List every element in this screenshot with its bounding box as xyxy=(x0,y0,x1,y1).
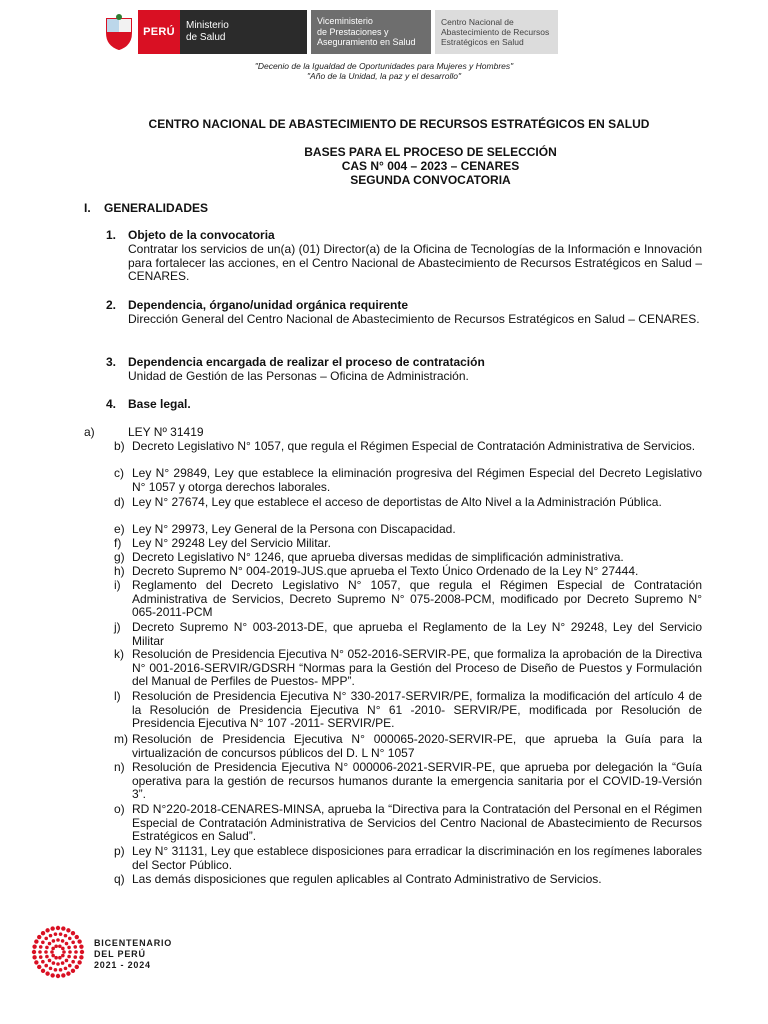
law-item-n: n) Resolución de Presidencia Ejecutiva N° 000006-2021-SERVIR-PE, que aprueba por delegación la “Guía operativa para la gestión de recursos humanos durante la emergencia sanitaria por el COVID-19-Versión 3”. xyxy=(114,760,702,801)
bicentenario-text: BICENTENARIO DEL PERÚ 2021 - 2024 xyxy=(94,937,173,970)
law-item-p: p) Ley N° 31131, Ley que establece disposiciones para erradicar la discriminación en los regímenes laborales del Sector Público. xyxy=(114,844,702,872)
convocatoria-title: SEGUNDA CONVOCATORIA xyxy=(350,173,511,187)
law-a-text: LEY Nº 31419 xyxy=(128,425,204,439)
section-number: I. xyxy=(84,201,91,215)
s4-title: Base legal. xyxy=(128,397,191,411)
centro-nacional-box: Centro Nacional de Abastecimiento de Recursos Estratégicos en Salud xyxy=(435,10,558,54)
viceministerio-box: Viceministerio de Prestaciones y Aseguramiento en Salud xyxy=(311,10,431,54)
law-item-q: q) Las demás disposiciones que regulen aplicables al Contrato Administrativo de Servicios. xyxy=(114,872,602,886)
s1-title: Objeto de la convocatoria xyxy=(128,228,275,242)
s1-body: Contratar los servicios de un(a) (01) Director(a) de la Oficina de Tecnologías de la Información e Innovación para fortalecer las acciones, en el Centro Nacional de Abastecimiento de Recursos Estratégicos en Salud – CENARES. xyxy=(128,242,702,283)
law-item-l: l) Resolución de Presidencia Ejecutiva N° 330-2017-SERVIR/PE, formaliza la modificación del artículo 4 de la Resolución de Presidencia Ejecutiva N° 61 -2010- SERVIR/PE, modificada por Resolución de Presidencia Ejecutiva N° 107 -2011- SERVIR/PE. xyxy=(114,689,702,730)
law-item-e: e) Ley N° 29973, Ley General de la Persona con Discapacidad. xyxy=(114,522,456,536)
s2-title: Dependencia, órgano/unidad orgánica requirente xyxy=(128,298,409,312)
s3-number: 3. xyxy=(106,355,117,369)
s1-number: 1. xyxy=(106,228,117,242)
law-item-j: j) Decreto Supremo N° 003-2013-DE, que aprueba el Reglamento de la Ley N° 29248, Ley del Servicio Militar xyxy=(114,620,702,648)
law-item-c: c) Ley N° 29849, Ley que establece la eliminación progresiva del Régimen Especial del Decreto Legislativo N° 1057 y otorga derechos laborales. xyxy=(114,466,702,494)
bicentenario-logo xyxy=(30,930,210,978)
decenio-line: "Decenio de la Igualdad de Oportunidades para Mujeres y Hombres" xyxy=(254,61,514,71)
law-item-g: g) Decreto Legislativo N° 1246, que aprueba diversas medidas de simplificación administrativa. xyxy=(114,550,624,564)
cas-title: CAS N° 004 – 2023 – CENARES xyxy=(341,159,520,173)
header-logos xyxy=(100,10,558,54)
anio-line: "Año de la Unidad, la paz y el desarrollo" xyxy=(307,71,461,81)
law-item-m: m) Resolución de Presidencia Ejecutiva N° 000065-2020-SERVIR-PE, que aprueba la Guía para la virtualización de concursos públicos del D. L N° 1057 xyxy=(114,732,702,760)
section-title: GENERALIDADES xyxy=(104,201,209,215)
decenio-motto xyxy=(0,61,768,81)
s3-body: Unidad de Gestión de las Personas – Oficina de Administración. xyxy=(128,369,469,383)
law-item-o: o) RD N°220-2018-CENARES-MINSA, aprueba la “Directiva para la Contratación del Personal en el Régimen Especial de Contratación Administrativa de Servicios del Centro Nacional de Abastecimiento de Recursos Estratégicos en Salud”. xyxy=(114,802,702,843)
law-item-b: b) Decreto Legislativo N° 1057, que regula el Régimen Especial de Contratación Administrativa de Servicios. xyxy=(114,439,696,453)
law-item-h: h) Decreto Supremo N° 004-2019-JUS.que aprueba el Texto Único Ordenado de la Ley N° 27444. xyxy=(114,564,639,578)
s2-number: 2. xyxy=(106,298,117,312)
org-title: CENTRO NACIONAL DE ABASTECIMIENTO DE RECURSOS ESTRATÉGICOS EN SALUD xyxy=(148,117,650,131)
s3-title: Dependencia encargada de realizar el proceso de contratación xyxy=(128,355,485,369)
law-item-d: d) Ley N° 27674, Ley que establece el acceso de deportistas de Alto Nivel a la Administración Pública. xyxy=(114,495,662,509)
law-a-label: a) xyxy=(84,425,95,439)
ministerio-box: Ministerio de Salud xyxy=(180,10,307,54)
s4-number: 4. xyxy=(106,397,117,411)
law-item-k: k) Resolución de Presidencia Ejecutiva N° 052-2016-SERVIR-PE, que formaliza la aprobación de la Directiva N° 001-2016-SERVIR/GDSRH “Normas para la Gestión del Proceso de Diseño de Puestos y Formulación del Manual de Perfiles de Puestos- MPP”. xyxy=(114,647,702,688)
bases-title: BASES PARA EL PROCESO DE SELECCIÓN xyxy=(304,145,557,159)
law-item-f: f) Ley N° 29248 Ley del Servicio Militar. xyxy=(114,536,331,550)
peru-coat-of-arms-icon xyxy=(100,10,138,54)
law-item-i: i) Reglamento del Decreto Legislativo N° 1057, que regula el Régimen Especial de Contratación Administrativa de Servicios, Decreto Supremo N° 075-2008-PCM, modificado por Decreto Supremo N° 065-2011-PCM xyxy=(114,578,702,619)
peru-brand-box: PERÚ xyxy=(138,10,180,54)
s2-body: Dirección General del Centro Nacional de Abastecimiento de Recursos Estratégicos en Salud – CENARES. xyxy=(128,312,700,326)
bicentenario-emblem-icon xyxy=(30,924,86,985)
